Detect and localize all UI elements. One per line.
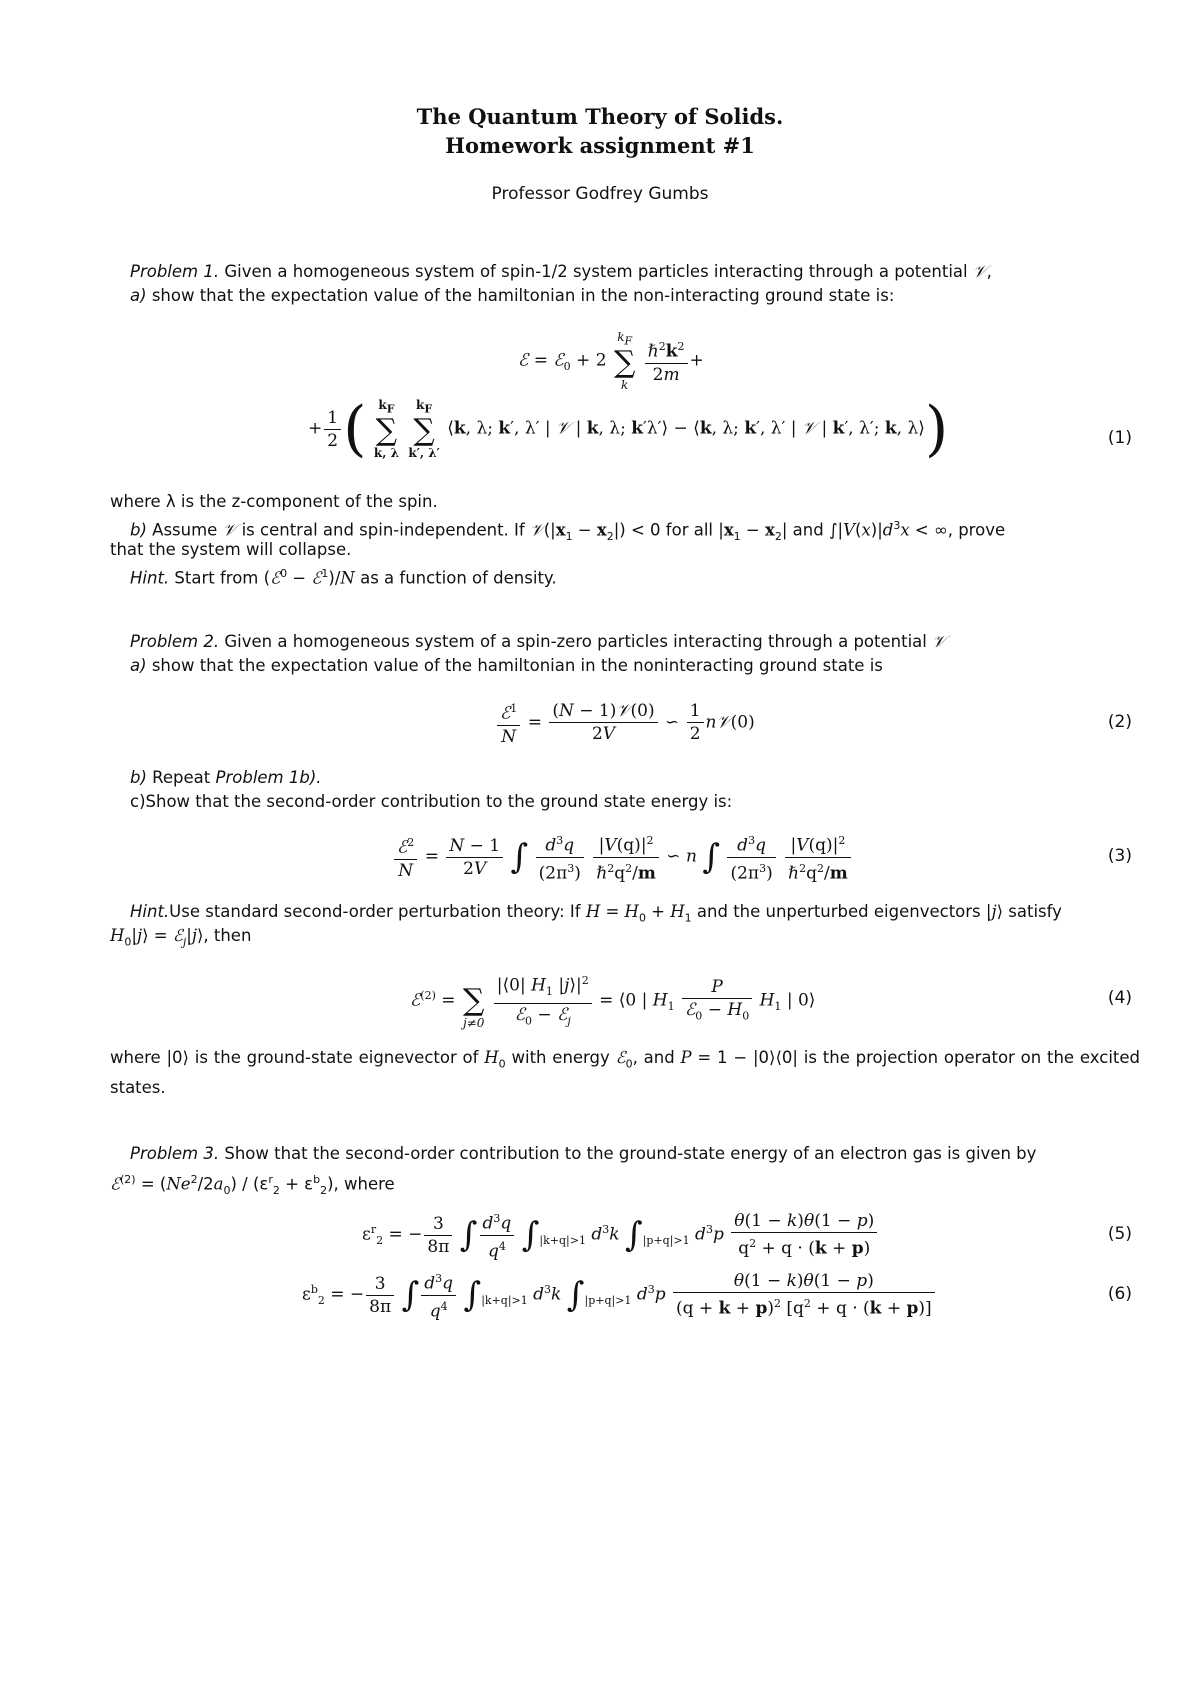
problem1-part-b: b) Assume 𝒱 is central and spin-independent. If $𝒱(|x_1 - x_2|) < 0$ for all $|x_1 - x_2|$ and $\int|V(x)|d^3x$ < ∞, prove	[130, 519, 1006, 543]
equation-5-number: (5)	[1107, 1224, 1132, 1244]
equation-3: $\frac{ℰ^2}{N}$ = $\frac{N - 1}{2V}$ ∫ $\frac{d^3q}{(2\pi^3)}$ $\frac{|V(q)|^2}{\hbar^2q^2/m}$ ∽ n ∫ $\frac{d^3q}{(2\pi^3)}$ $\frac{|V(q)|^2}{\hbar^2q^2/m}$	[392, 830, 853, 884]
problem1-hint: Hint. Start from (ℰ$^0$ − ℰ$^1$)/N as a function of density.	[130, 567, 557, 588]
problem2-hint: Hint.Use standard second-order perturbation theory: If $H = H_0 + H_1$ and the unperturbed eigenvectors |j⟩ satisfy	[130, 902, 1062, 925]
problem3-intro: Problem 3. Show that the second-order contribution to the ground-state energy of an electron gas is given by	[130, 1144, 1037, 1163]
equation-6-number: (6)	[1107, 1284, 1132, 1304]
equation-5: $\varepsilon^r_2$ = − $\frac{3}{8\pi}$ ∫ $\frac{d^3q}{q^4}$ $\int_{|k+q|>1}$ $d^3k$ $\int_{|p+q|>1}$ $d^3p$ $\frac{\theta(1 - k)\theta(1 - p)}{q^2 + q \cdot (k + p)}$	[362, 1208, 879, 1262]
problem1-intro: Problem 1. Given a homogeneous system of spin-1/2 system particles interacting through a potential 𝒱,	[130, 262, 992, 281]
problem2-part-b: b) Repeat Problem 1b).	[130, 768, 322, 787]
problem1-part-b-cont: that the system will collapse.	[110, 540, 352, 559]
problem2-intro: Problem 2. Given a homogeneous system of a spin-zero particles interacting through a potential 𝒱	[130, 632, 946, 651]
equation-2: $\frac{ℰ^1}{N}$ = $\frac{\text{(N − 1)𝒱(0)}}{2V}$ ∽ $\frac{1}{2}$ n𝒱(0)	[495, 698, 755, 748]
equation-1-line1: ℰ = ℰ$_0$ + 2 $k_F$ ∑ k $\frac{\hbar^2k^2}{2m}$ +	[518, 330, 704, 393]
equation-3-number: (3)	[1107, 846, 1132, 866]
equation-4-number: (4)	[1107, 988, 1132, 1008]
problem2-label: Problem 2.	[130, 632, 220, 651]
problem3-label: Problem 3.	[130, 1144, 220, 1163]
problem1-label: Problem 1.	[130, 262, 220, 281]
problem2-hint-cont: $H_0|j⟩$ = ℰ$_j$|j⟩, then	[110, 926, 252, 949]
problem3-intro-cont: ℰ$^{(2)}$ = $(Ne^2/2a_0) / (\varepsilon^r_2 + \varepsilon^b_2)$, where	[110, 1173, 395, 1197]
equation-1-line2: + $\frac{1}{2}$ ( $k_F$ ∑ k, λ $k_F$ ∑ k′, λ′ ⟨k, λ; k′, λ′ | 𝒱 | k, λ; k′λ′⟩ − ⟨k, λ; k′, λ′ | 𝒱 | k′, λ′; k, λ⟩)	[308, 394, 949, 465]
problem1-where: where λ is the z-component of the spin.	[110, 492, 438, 511]
problem2-part-a: a) show that the expectation value of the hamiltonian in the noninteracting ground state is	[130, 656, 883, 675]
problem2-part-c: c)Show that the second-order contribution to the ground state energy is:	[130, 792, 733, 811]
problem2-where: where |0⟩ is the ground-state eignevector of $H_0$ with energy ℰ$_0$, and P = 1 − |0⟩⟨0| is the projection operator on the excited states.	[110, 1048, 1140, 1098]
problem1-part-a: a) show that the expectation value of the hamiltonian in the non-interacting ground state is:	[130, 286, 895, 305]
author-line: Professor Godfrey Gumbs	[491, 184, 709, 204]
equation-6: $\varepsilon^b_2$ = − $\frac{3}{8\pi}$ ∫ $\frac{d^3q}{q^4}$ $\int_{|k+q|>1}$ $d^3k$ $\int_{|p+q|>1}$ $d^3p$ $\frac{\theta(1 - k)\theta(1 - p)}{(q + k + p)^2 [q^2 + q \cdot (k + p)]}$	[302, 1268, 937, 1322]
equation-4: ℰ$^{(2)}$ = ∑ j≠0 $\frac{|⟨0| H_1 |j⟩|^2}{ℰ_0 - ℰ_j}$ = ⟨0 | $H_1$ $\frac{P}{ℰ_0 - H_0}$ $H_1$ | 0⟩	[410, 970, 815, 1032]
equation-1-number: (1)	[1107, 428, 1132, 448]
document-subtitle: Homework assignment #1	[445, 133, 755, 158]
equation-2-number: (2)	[1107, 712, 1132, 732]
problem1-intro-text: Given a homogeneous system of spin-1/2 system particles interacting through a potential	[224, 262, 968, 281]
document-title: The Quantum Theory of Solids.	[416, 104, 784, 129]
